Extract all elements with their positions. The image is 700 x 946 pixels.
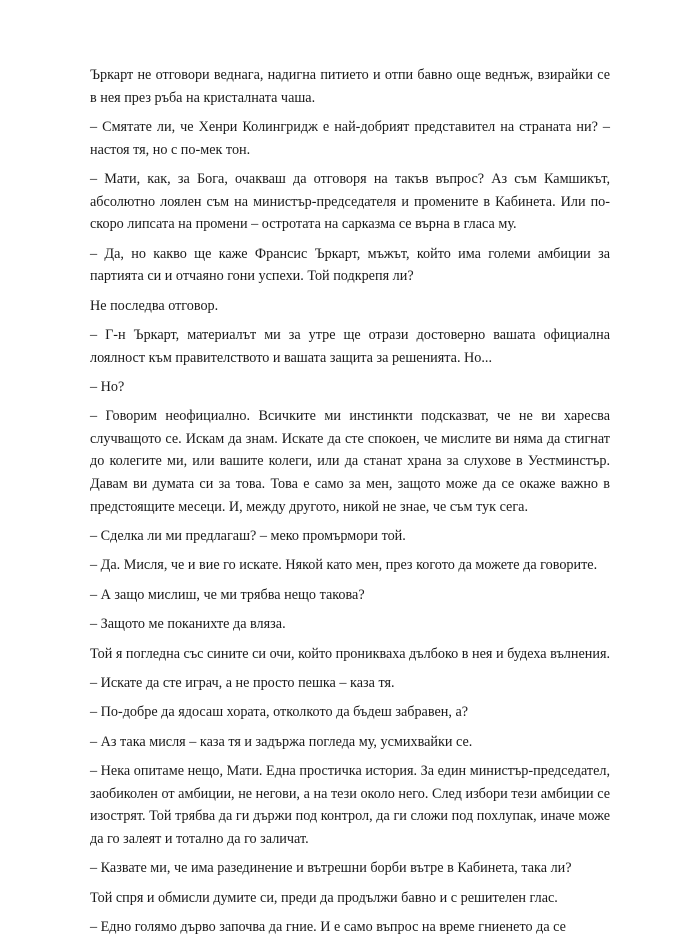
paragraph: – Смятате ли, че Хенри Колингридж е най-добрият представител на страната ни? – настоя тя, но с по-мек тон.	[90, 118, 610, 158]
paragraph: Не последва отговор.	[90, 297, 219, 314]
paragraph: – Искате да сте играч, а не просто пешка – каза тя.	[90, 675, 395, 692]
paragraph: – Да, но какво ще каже Франсис Ъркарт, мъжът, който има големи амбиции за партията си и отчаяно гони успехи. Той подкрепя ли?	[90, 245, 610, 285]
paragraph: Ъркарт не отговори веднага, надигна питието и отпи бавно още веднъж, взирайки се в нея през ръба на кристалната чаша.	[90, 67, 610, 106]
paragraph: – А защо мислиш, че ми трябва нещо такова?	[90, 586, 365, 603]
paragraph: – Говорим неофициално. Всичките ми инстинкти подсказват, че не ви харесва случващото се. Искам да знам. Искате да сте спокоен, че мислите ви няма да стигнат до колегите ми, или вашите колеги, или да станат храна за слухове в Уестминстър. Давам ви думата си за това. Това е само за мен, защото може да се окаже важно в предстоящите месеци. И, между другото, никой не знае, че съм тук сега.	[90, 408, 610, 515]
paragraph: – Мати, как, за Бога, очакваш да отговоря на такъв въпрос? Аз съм Камшикът, абсолютно лоялен съм на министър-председателя и промените в Кабинета. Или по-скоро липсата на промени – остротата на сарказма се върна в гласа му.	[90, 170, 610, 233]
paragraph: – По-добре да ядосаш хората, отколкото да бъдеш забравен, а?	[90, 704, 469, 721]
text-body	[90, 64, 610, 946]
paragraph: – Но?	[90, 378, 125, 395]
paragraph: – Сделка ли ми предлагаш? – меко промърмори той.	[90, 528, 406, 545]
paragraph: – Нека опитаме нещо, Мати. Една простичка история. За един министър-председател, заобиколен от амбиции, не негови, а на тези около него. След избори тези амбиции се изострят. Той трябва да ги държи под контрол, да ги сложи под похлупак, иначе може да го залеят и тотално да го заличат.	[90, 763, 610, 847]
paragraph: – Казвате ми, че има разединение и вътрешни борби вътре в Кабинета, така ли?	[90, 860, 572, 877]
paragraph: – Едно голямо дърво започва да гние. И е само въпрос на време гниенето да се	[90, 919, 566, 936]
paragraph: – Аз така мисля – каза тя и задържа погледа му, усмихвайки се.	[90, 733, 473, 750]
paragraph: Той спря и обмисли думите си, преди да продължи бавно и с решителен глас.	[90, 889, 558, 906]
paragraph: – Да. Мисля, че и вие го искате. Някой като мен, през когото да можете да говорите.	[90, 557, 598, 574]
paragraph: Той я погледна със сините си очи, който проникваха дълбоко в нея и будеха вълнения.	[90, 645, 611, 662]
paragraph: – Защото ме поканихте да вляза.	[90, 616, 286, 633]
paragraph: – Г-н Ъркарт, материалът ми за утре ще отрази достоверно вашата официална лоялност към правителството и вашата защита за решенията. Но...	[90, 326, 610, 366]
